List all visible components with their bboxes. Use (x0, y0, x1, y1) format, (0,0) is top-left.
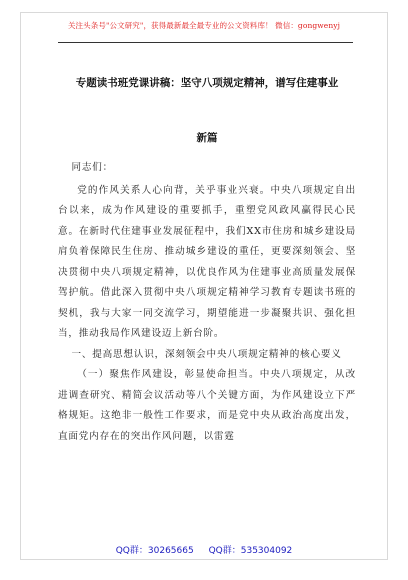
salutation: 同志们： (71, 162, 114, 173)
footer-contact (0, 543, 408, 556)
footer-qq-group-1: QQ群：30265665 (115, 546, 194, 556)
section-heading: 一、提高思想认识，深刻领会中央八项规定精神的核心要义 (71, 348, 342, 360)
document-title-line2: 新篇 (196, 132, 218, 144)
paragraph: 党的作风关系人心向背，关乎事业兴衰。中央八项规定自出台以来，成为作风建设的重要抓手，重塑党风政风赢得民心民意。在新时代住建事业发展征程中，我们XX市住房和城乡建设局肩负着保障民生住房、推动城乡建设的重任，更要深刻领会、坚决贯彻中央八项规定精神，以优良作风为住建事业高质量发展保驾护航。借此深入贯彻中央八项规定精神学习教育专题读书班的契机，我与大家一同交流学习，期望能进一步凝聚共识、强化担当，推动我局作风建设迈上新台阶。 (58, 184, 356, 339)
document-title-line1: 专题读书班党课讲稿：坚守八项规定精神，谱写住建事业 (75, 77, 339, 89)
paragraph: （一）聚焦作风建设，彰显使命担当。中央八项规定，从改进调查研究、精简会议活动等八个关键方面，为作风建设立下严格规矩。这绝非一般性工作要求，而是党中央从政治高度出发，直面党内存在的突出作风问题，以雷霆 (58, 369, 356, 442)
header-divider (58, 42, 353, 43)
document-body (58, 158, 356, 447)
footer-qq-group-2: QQ群：535304092 (208, 546, 293, 556)
header-promo-note: 关注头条号"公文研究"，获得最新最全最专业的公文资料库！ 微信：gongwenyj (67, 21, 341, 30)
